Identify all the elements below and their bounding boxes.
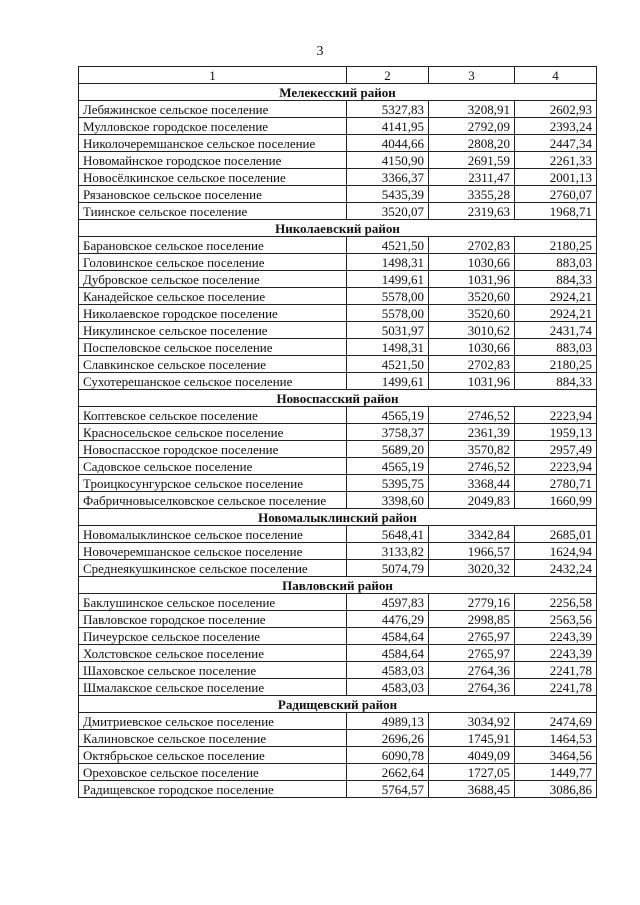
value-cell-col-2: 4476,29: [347, 611, 429, 628]
settlement-name-cell: Новомайнское городское поселение: [79, 152, 347, 169]
value-cell-col-4: 2780,71: [515, 475, 597, 492]
section-header-row: [79, 390, 597, 407]
district-title: Николаевский район: [79, 220, 597, 237]
value-cell-col-3: 3355,28: [429, 186, 515, 203]
table-row: [79, 441, 597, 458]
value-cell-col-3: 3520,60: [429, 288, 515, 305]
table-row: [79, 526, 597, 543]
header-cell: 4: [515, 67, 597, 84]
value-cell-col-2: 4044,66: [347, 135, 429, 152]
table-row: [79, 339, 597, 356]
value-cell-col-2: 3758,37: [347, 424, 429, 441]
value-cell-col-4: 2243,39: [515, 628, 597, 645]
settlement-name-cell: Дмитриевское сельское поселение: [79, 713, 347, 730]
value-cell-col-4: 2256,58: [515, 594, 597, 611]
section-header-row: [79, 696, 597, 713]
section-header-row: [79, 84, 597, 101]
table-row: [79, 101, 597, 118]
settlement-name-cell: Шаховское сельское поселение: [79, 662, 347, 679]
value-cell-col-4: 2685,01: [515, 526, 597, 543]
value-cell-col-3: 1745,91: [429, 730, 515, 747]
value-cell-col-4: 2180,25: [515, 356, 597, 373]
settlement-name-cell: Барановское сельское поселение: [79, 237, 347, 254]
table-row: [79, 152, 597, 169]
settlement-name-cell: Сухотерешанское сельское поселение: [79, 373, 347, 390]
table-row: [79, 560, 597, 577]
settlement-name-cell: Тиинское сельское поселение: [79, 203, 347, 220]
value-cell-col-3: 2765,97: [429, 645, 515, 662]
district-title: Мелекесский район: [79, 84, 597, 101]
value-cell-col-4: 2431,74: [515, 322, 597, 339]
table-row: [79, 679, 597, 696]
value-cell-col-4: 2760,07: [515, 186, 597, 203]
table-row: [79, 645, 597, 662]
value-cell-col-3: 3010,62: [429, 322, 515, 339]
value-cell-col-2: 4521,50: [347, 237, 429, 254]
value-cell-col-2: 4584,64: [347, 628, 429, 645]
settlement-name-cell: Новомалыклинское сельское поселение: [79, 526, 347, 543]
value-cell-col-2: 5031,97: [347, 322, 429, 339]
value-cell-col-3: 4049,09: [429, 747, 515, 764]
value-cell-col-4: 2924,21: [515, 288, 597, 305]
value-cell-col-3: 2808,20: [429, 135, 515, 152]
value-cell-col-4: 2563,56: [515, 611, 597, 628]
table-row: [79, 169, 597, 186]
table-row: [79, 322, 597, 339]
section-header-row: [79, 577, 597, 594]
value-cell-col-4: 1660,99: [515, 492, 597, 509]
value-cell-col-4: 2180,25: [515, 237, 597, 254]
value-cell-col-2: 4583,03: [347, 679, 429, 696]
value-cell-col-3: 2792,09: [429, 118, 515, 135]
value-cell-col-2: 1498,31: [347, 254, 429, 271]
table-row: [79, 237, 597, 254]
value-cell-col-4: 2261,33: [515, 152, 597, 169]
value-cell-col-4: 2241,78: [515, 679, 597, 696]
value-cell-col-3: 2702,83: [429, 237, 515, 254]
district-title: Новомалыклинский район: [79, 509, 597, 526]
value-cell-col-3: 3520,60: [429, 305, 515, 322]
value-cell-col-2: 6090,78: [347, 747, 429, 764]
value-cell-col-4: 3464,56: [515, 747, 597, 764]
value-cell-col-2: 4565,19: [347, 407, 429, 424]
value-cell-col-2: 1499,61: [347, 271, 429, 288]
table-row: [79, 764, 597, 781]
section-header-row: [79, 220, 597, 237]
settlement-name-cell: Калиновское сельское поселение: [79, 730, 347, 747]
settlement-name-cell: Никулинское сельское поселение: [79, 322, 347, 339]
value-cell-col-3: 2702,83: [429, 356, 515, 373]
value-cell-col-2: 5074,79: [347, 560, 429, 577]
value-cell-col-4: 1624,94: [515, 543, 597, 560]
settlement-name-cell: Садовское сельское поселение: [79, 458, 347, 475]
value-cell-col-4: 883,03: [515, 254, 597, 271]
value-cell-col-3: 2311,47: [429, 169, 515, 186]
value-cell-col-2: 5578,00: [347, 288, 429, 305]
value-cell-col-3: 2998,85: [429, 611, 515, 628]
value-cell-col-3: 2765,97: [429, 628, 515, 645]
table-row: [79, 288, 597, 305]
value-cell-col-4: 883,03: [515, 339, 597, 356]
value-cell-col-2: 3133,82: [347, 543, 429, 560]
header-cell: 3: [429, 67, 515, 84]
settlement-name-cell: Новосёлкинское сельское поселение: [79, 169, 347, 186]
value-cell-col-3: 1727,05: [429, 764, 515, 781]
value-cell-col-2: 5648,41: [347, 526, 429, 543]
value-cell-col-2: 5435,39: [347, 186, 429, 203]
value-cell-col-2: 3366,37: [347, 169, 429, 186]
value-cell-col-3: 3034,92: [429, 713, 515, 730]
table-row: [79, 271, 597, 288]
page-number: 3: [316, 44, 324, 59]
value-cell-col-2: 3520,07: [347, 203, 429, 220]
table-row: [79, 543, 597, 560]
value-cell-col-3: 2691,59: [429, 152, 515, 169]
value-cell-col-3: 1031,96: [429, 271, 515, 288]
value-cell-col-3: 2319,63: [429, 203, 515, 220]
value-cell-col-3: 3020,32: [429, 560, 515, 577]
header-cell: 2: [347, 67, 429, 84]
section-header-row: [79, 509, 597, 526]
value-cell-col-4: 2432,24: [515, 560, 597, 577]
value-cell-col-3: 2361,39: [429, 424, 515, 441]
district-title: Радищевский район: [79, 696, 597, 713]
value-cell-col-3: 3342,84: [429, 526, 515, 543]
settlement-name-cell: Головинское сельское поселение: [79, 254, 347, 271]
table-row: [79, 305, 597, 322]
table-row: [79, 628, 597, 645]
settlement-name-cell: Среднеякушкинское сельское поселение: [79, 560, 347, 577]
value-cell-col-2: 4583,03: [347, 662, 429, 679]
value-cell-col-4: 2924,21: [515, 305, 597, 322]
value-cell-col-3: 2779,16: [429, 594, 515, 611]
value-cell-col-3: 2764,36: [429, 679, 515, 696]
value-cell-col-4: 3086,86: [515, 781, 597, 798]
value-cell-col-4: 884,33: [515, 271, 597, 288]
settlement-name-cell: Поспеловское сельское поселение: [79, 339, 347, 356]
value-cell-col-4: 2447,34: [515, 135, 597, 152]
value-cell-col-2: 4141,95: [347, 118, 429, 135]
settlement-name-cell: Николочеремшанское сельское поселение: [79, 135, 347, 152]
header-cell: 1: [79, 67, 347, 84]
settlement-name-cell: Радищевское городское поселение: [79, 781, 347, 798]
settlement-name-cell: Новоспасское городское поселение: [79, 441, 347, 458]
table-row: [79, 186, 597, 203]
value-cell-col-4: 2001,13: [515, 169, 597, 186]
table-row: [79, 356, 597, 373]
value-cell-col-4: 1464,53: [515, 730, 597, 747]
table-row: [79, 611, 597, 628]
value-cell-col-2: 5395,75: [347, 475, 429, 492]
settlements-table: [78, 66, 597, 798]
settlement-name-cell: Троицкосунгурское сельское поселение: [79, 475, 347, 492]
table-body: [79, 84, 597, 798]
settlement-name-cell: Новочеремшанское сельское поселение: [79, 543, 347, 560]
settlement-name-cell: Фабричновыселковское сельское поселение: [79, 492, 347, 509]
value-cell-col-2: 5327,83: [347, 101, 429, 118]
value-cell-col-2: 1498,31: [347, 339, 429, 356]
value-cell-col-2: 4584,64: [347, 645, 429, 662]
value-cell-col-4: 2241,78: [515, 662, 597, 679]
value-cell-col-4: 2223,94: [515, 458, 597, 475]
table-row: [79, 135, 597, 152]
table-row: [79, 713, 597, 730]
value-cell-col-3: 2764,36: [429, 662, 515, 679]
value-cell-col-3: 3570,82: [429, 441, 515, 458]
table-row: [79, 407, 597, 424]
value-cell-col-3: 1030,66: [429, 254, 515, 271]
value-cell-col-4: 2602,93: [515, 101, 597, 118]
value-cell-col-2: 4565,19: [347, 458, 429, 475]
value-cell-col-3: 3368,44: [429, 475, 515, 492]
value-cell-col-2: 2662,64: [347, 764, 429, 781]
settlement-name-cell: Октябрьское сельское поселение: [79, 747, 347, 764]
table-row: [79, 730, 597, 747]
value-cell-col-4: 2223,94: [515, 407, 597, 424]
value-cell-col-4: 2243,39: [515, 645, 597, 662]
settlement-name-cell: Баклушинское сельское поселение: [79, 594, 347, 611]
table-row: [79, 373, 597, 390]
settlement-name-cell: Лебяжинское сельское поселение: [79, 101, 347, 118]
table-row: [79, 475, 597, 492]
value-cell-col-2: 3398,60: [347, 492, 429, 509]
settlement-name-cell: Славкинское сельское поселение: [79, 356, 347, 373]
value-cell-col-4: 2957,49: [515, 441, 597, 458]
value-cell-col-2: 4521,50: [347, 356, 429, 373]
value-cell-col-4: 884,33: [515, 373, 597, 390]
settlement-name-cell: Рязановское сельское поселение: [79, 186, 347, 203]
settlement-name-cell: Николаевское городское поселение: [79, 305, 347, 322]
settlement-name-cell: Канадейское сельское поселение: [79, 288, 347, 305]
value-cell-col-3: 2746,52: [429, 407, 515, 424]
table-row: [79, 424, 597, 441]
table-row: [79, 747, 597, 764]
settlement-name-cell: Павловское городское поселение: [79, 611, 347, 628]
value-cell-col-2: 4989,13: [347, 713, 429, 730]
header-row: [79, 67, 597, 84]
district-title: Новоспасский район: [79, 390, 597, 407]
settlement-name-cell: Коптевское сельское поселение: [79, 407, 347, 424]
value-cell-col-3: 1966,57: [429, 543, 515, 560]
settlement-name-cell: Холстовское сельское поселение: [79, 645, 347, 662]
settlement-name-cell: Красносельское сельское поселение: [79, 424, 347, 441]
value-cell-col-2: 5764,57: [347, 781, 429, 798]
settlement-name-cell: Шмалакское сельское поселение: [79, 679, 347, 696]
value-cell-col-2: 4150,90: [347, 152, 429, 169]
value-cell-col-3: 3688,45: [429, 781, 515, 798]
value-cell-col-3: 2049,83: [429, 492, 515, 509]
value-cell-col-3: 3208,91: [429, 101, 515, 118]
value-cell-col-4: 1959,13: [515, 424, 597, 441]
value-cell-col-2: 2696,26: [347, 730, 429, 747]
table-row: [79, 458, 597, 475]
value-cell-col-4: 2474,69: [515, 713, 597, 730]
table-row: [79, 594, 597, 611]
value-cell-col-4: 2393,24: [515, 118, 597, 135]
table-row: [79, 662, 597, 679]
settlement-name-cell: Пичеурское сельское поселение: [79, 628, 347, 645]
value-cell-col-3: 2746,52: [429, 458, 515, 475]
value-cell-col-4: 1968,71: [515, 203, 597, 220]
value-cell-col-3: 1031,96: [429, 373, 515, 390]
settlement-name-cell: Ореховское сельское поселение: [79, 764, 347, 781]
value-cell-col-3: 1030,66: [429, 339, 515, 356]
table-row: [79, 781, 597, 798]
value-cell-col-2: 5578,00: [347, 305, 429, 322]
district-title: Павловский район: [79, 577, 597, 594]
settlement-name-cell: Мулловское городское поселение: [79, 118, 347, 135]
value-cell-col-2: 4597,83: [347, 594, 429, 611]
table-row: [79, 203, 597, 220]
value-cell-col-2: 1499,61: [347, 373, 429, 390]
settlement-name-cell: Дубровское сельское поселение: [79, 271, 347, 288]
value-cell-col-2: 5689,20: [347, 441, 429, 458]
table-row: [79, 118, 597, 135]
table-row: [79, 492, 597, 509]
value-cell-col-4: 1449,77: [515, 764, 597, 781]
table-row: [79, 254, 597, 271]
